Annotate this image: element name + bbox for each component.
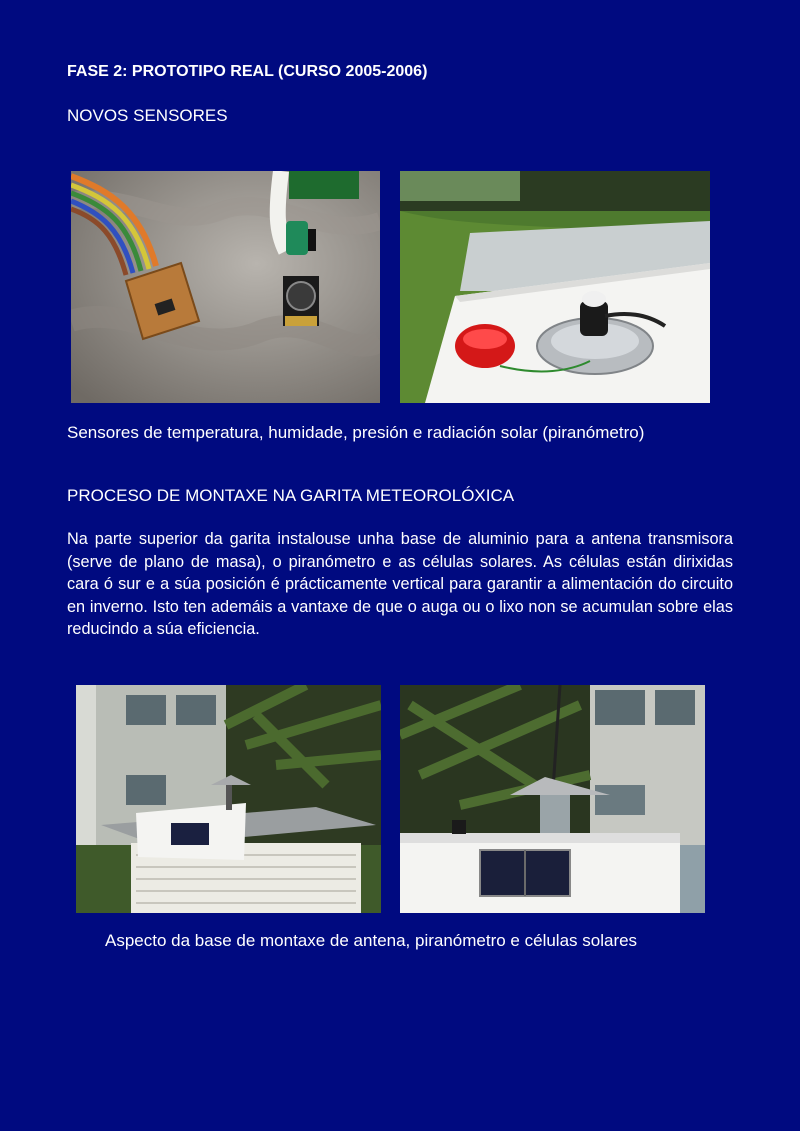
mounting-description: Na parte superior da garita instalouse unha base de aluminio para a antena transmisora (serve de plano de masa), o piranómetro e as células solares. As células están dirixidas cara ó sur e a súa posición é prácticamente vertical para garantir a alimentación do circuito en inverno. Isto ten ademáis a vantaxe de que o auga ou o lixo non se acumulan sobre elas reducindo a súa eficiencia.: [67, 530, 733, 638]
section-subtitle-sensors: NOVOS SENSORES: [67, 106, 228, 125]
photo-sensor-boards: [71, 171, 380, 403]
photo-solar-cells: [400, 685, 705, 913]
sensors-caption: Sensores de temperatura, humidade, presión e radiación solar (piranómetro): [67, 423, 645, 442]
mount-caption: Aspecto da base de montaxe de antena, piranómetro e células solares: [105, 931, 638, 950]
photo-pyranometer: [400, 171, 710, 403]
section-title-mounting: PROCESO DE MONTAXE NA GARITA METEOROLÓXICA: [67, 486, 515, 505]
photo-station-overview: [76, 685, 381, 913]
page-title: FASE 2: PROTOTIPO REAL (CURSO 2005-2006): [67, 63, 428, 80]
